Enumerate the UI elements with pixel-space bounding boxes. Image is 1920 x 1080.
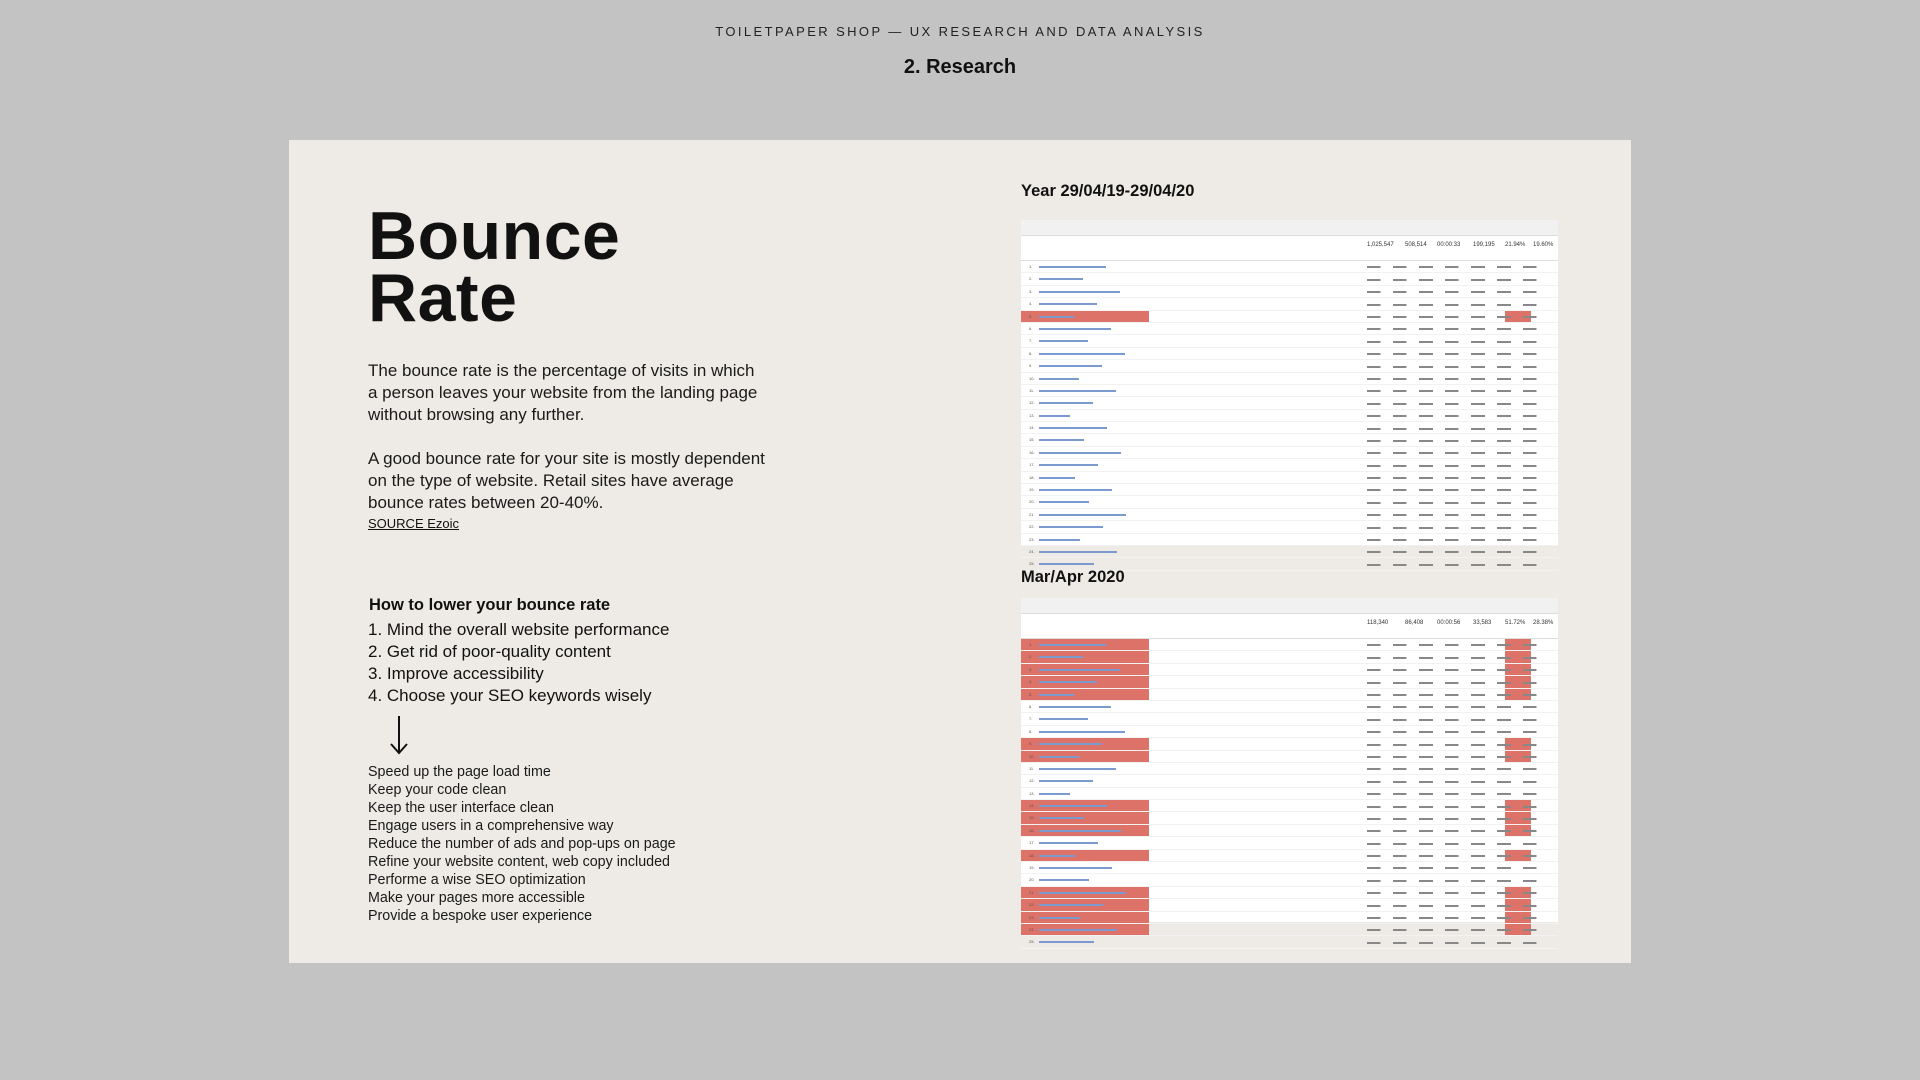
row-cells xyxy=(1367,815,1552,820)
row-cells xyxy=(1367,766,1552,771)
table-row xyxy=(1021,899,1558,911)
tip-item: Refine your website content, web copy included xyxy=(368,854,671,870)
table-row xyxy=(1021,713,1558,725)
row-cells xyxy=(1367,400,1552,405)
table-row xyxy=(1021,701,1558,713)
total-entrances: 199,195 xyxy=(1473,242,1495,248)
table-row xyxy=(1021,348,1558,360)
page-path xyxy=(1039,743,1102,745)
definition-paragraph: The bounce rate is the percentage of visits in which a person leaves your website from the landing page without browsing any further. xyxy=(368,361,758,424)
row-cells xyxy=(1367,512,1552,517)
page-path xyxy=(1039,563,1094,565)
row-cells xyxy=(1367,939,1552,944)
table-row xyxy=(1021,459,1558,471)
marapr-table-label: Mar/Apr 2020 xyxy=(1021,568,1125,586)
row-number: 15. xyxy=(1029,437,1035,443)
total-avg-time: 00:00:56 xyxy=(1437,620,1461,626)
table-row xyxy=(1021,887,1558,899)
table-row xyxy=(1021,323,1558,335)
row-cells xyxy=(1367,351,1552,356)
row-cells xyxy=(1367,338,1552,343)
page-path xyxy=(1039,805,1107,807)
page-path xyxy=(1039,464,1098,466)
tips-list xyxy=(368,763,676,925)
table-row xyxy=(1021,812,1558,824)
row-number: 1. xyxy=(1029,264,1033,269)
total-bounce-rate: 51.72% xyxy=(1505,620,1526,626)
row-number: 7. xyxy=(1029,716,1033,722)
row-number: 19. xyxy=(1029,865,1035,871)
page-path xyxy=(1039,706,1111,708)
table-row xyxy=(1021,273,1558,285)
page-path xyxy=(1039,427,1107,429)
page-path xyxy=(1039,681,1097,683)
page-path xyxy=(1039,501,1089,503)
step-item: 4. Choose your SEO keywords wisely xyxy=(368,686,652,705)
year-analytics-screenshot xyxy=(1021,220,1558,567)
row-cells xyxy=(1367,376,1552,381)
tip-item: Keep your code clean xyxy=(368,782,507,798)
page-path xyxy=(1039,378,1079,380)
year-table-label: Year 29/04/19-29/04/20 xyxy=(1021,182,1195,200)
row-cells xyxy=(1367,704,1552,709)
table-row xyxy=(1021,726,1558,738)
page-path xyxy=(1039,644,1106,646)
page-path xyxy=(1039,551,1117,553)
table-row xyxy=(1021,689,1558,701)
row-cells xyxy=(1367,803,1552,808)
row-number: 23. xyxy=(1029,914,1035,920)
page-path xyxy=(1039,489,1112,491)
page-path xyxy=(1039,452,1121,454)
row-cells xyxy=(1367,654,1552,659)
page-path xyxy=(1039,917,1080,919)
table-row xyxy=(1021,651,1558,663)
table-row xyxy=(1021,912,1558,924)
row-number: 14. xyxy=(1029,425,1035,431)
row-cells xyxy=(1367,692,1552,697)
row-number: 21. xyxy=(1029,889,1035,895)
page-path xyxy=(1039,756,1079,758)
table-rows xyxy=(1021,261,1558,571)
total-unique: 508,514 xyxy=(1405,242,1427,248)
row-cells xyxy=(1367,326,1552,331)
table-row xyxy=(1021,936,1558,948)
table-row xyxy=(1021,534,1558,546)
tip-item: Performe a wise SEO optimization xyxy=(368,872,586,888)
table-row xyxy=(1021,664,1558,676)
table-totals-row xyxy=(1021,614,1558,639)
row-number: 10. xyxy=(1029,375,1035,381)
row-number: 5. xyxy=(1029,691,1033,697)
row-number: 11. xyxy=(1029,387,1035,393)
total-entrances: 33,583 xyxy=(1473,620,1492,626)
row-cells xyxy=(1367,462,1552,467)
page-path xyxy=(1039,365,1102,367)
row-cells xyxy=(1367,264,1552,269)
page-path xyxy=(1039,340,1088,342)
page-path xyxy=(1039,316,1074,318)
total-exit: 19.60% xyxy=(1533,242,1554,248)
page-title xyxy=(368,198,748,336)
page-path xyxy=(1039,867,1112,869)
page-path xyxy=(1039,855,1075,857)
table-row xyxy=(1021,298,1558,310)
row-cells xyxy=(1367,475,1552,480)
row-number: 8. xyxy=(1029,350,1033,356)
total-unique: 86,408 xyxy=(1405,620,1424,626)
benchmark-paragraph: A good bounce rate for your site is mostly dependent on the type of website. Retail sites have average bounce rates between 20-40%. xyxy=(368,449,765,512)
row-number: 19. xyxy=(1029,487,1035,493)
page-path xyxy=(1039,842,1098,844)
table-row xyxy=(1021,924,1558,936)
row-cells xyxy=(1367,276,1552,281)
row-number: 10. xyxy=(1029,753,1035,759)
page-path xyxy=(1039,303,1097,305)
page-path xyxy=(1039,904,1103,906)
row-number: 21. xyxy=(1029,511,1035,517)
row-number: 4. xyxy=(1029,301,1033,307)
row-number: 4. xyxy=(1029,679,1033,685)
page-path xyxy=(1039,731,1125,733)
page-path xyxy=(1039,929,1117,931)
row-number: 25. xyxy=(1029,939,1035,945)
row-number: 24. xyxy=(1029,548,1035,554)
table-header xyxy=(1021,598,1558,614)
row-number: 16. xyxy=(1029,449,1035,455)
row-cells xyxy=(1367,741,1552,746)
table-row xyxy=(1021,360,1558,372)
row-number: 6. xyxy=(1029,325,1033,331)
row-cells xyxy=(1367,289,1552,294)
page-path xyxy=(1039,477,1075,479)
presentation-kicker: TOILETPAPER SHOP — UX RESEARCH AND DATA ANALYSIS xyxy=(715,24,1205,39)
page-path xyxy=(1039,526,1103,528)
table-row xyxy=(1021,496,1558,508)
page-path xyxy=(1039,328,1111,330)
page-path xyxy=(1039,669,1120,671)
table-row xyxy=(1021,837,1558,849)
table-row xyxy=(1021,422,1558,434)
page-path xyxy=(1039,780,1093,782)
table-row xyxy=(1021,874,1558,886)
row-number: 17. xyxy=(1029,462,1035,468)
row-number: 25. xyxy=(1029,561,1035,567)
table-row xyxy=(1021,521,1558,533)
page-path xyxy=(1039,694,1074,696)
table-row xyxy=(1021,286,1558,298)
row-number: 20. xyxy=(1029,877,1035,883)
page-path xyxy=(1039,539,1080,541)
row-cells xyxy=(1367,729,1552,734)
table-row xyxy=(1021,775,1558,787)
row-number: 9. xyxy=(1029,363,1033,369)
page-path xyxy=(1039,879,1089,881)
row-number: 12. xyxy=(1029,400,1035,406)
page-path xyxy=(1039,353,1125,355)
table-row xyxy=(1021,751,1558,763)
row-number: 2. xyxy=(1029,276,1033,282)
steps-list xyxy=(368,619,669,707)
table-row xyxy=(1021,676,1558,688)
row-cells xyxy=(1367,388,1552,393)
table-row xyxy=(1021,261,1558,273)
page-path xyxy=(1039,266,1106,268)
total-pageviews: 1,025,547 xyxy=(1367,242,1394,248)
row-number: 12. xyxy=(1029,778,1035,784)
tip-item: Engage users in a comprehensive way xyxy=(368,818,614,834)
row-number: 24. xyxy=(1029,926,1035,932)
table-row xyxy=(1021,335,1558,347)
table-row xyxy=(1021,825,1558,837)
row-cells xyxy=(1367,828,1552,833)
row-cells xyxy=(1367,561,1552,566)
row-number: 1. xyxy=(1029,642,1033,647)
row-cells xyxy=(1367,679,1552,684)
tip-item: Reduce the number of ads and pop-ups on page xyxy=(368,836,676,852)
content-card xyxy=(289,140,1631,963)
howto-heading: How to lower your bounce rate xyxy=(369,596,611,614)
row-cells xyxy=(1367,413,1552,418)
page-path xyxy=(1039,817,1084,819)
total-bounce-rate: 21.94% xyxy=(1505,242,1526,248)
row-number: 22. xyxy=(1029,524,1035,530)
page-path xyxy=(1039,415,1070,417)
total-avg-time: 00:00:33 xyxy=(1437,242,1461,248)
table-row xyxy=(1021,484,1558,496)
row-cells xyxy=(1367,840,1552,845)
row-cells xyxy=(1367,437,1552,442)
row-number: 5. xyxy=(1029,313,1033,319)
total-pageviews: 118,340 xyxy=(1367,620,1389,626)
row-number: 6. xyxy=(1029,703,1033,709)
page-path xyxy=(1039,291,1120,293)
table-row xyxy=(1021,738,1558,750)
row-number: 8. xyxy=(1029,728,1033,734)
marapr-analytics-screenshot xyxy=(1021,598,1558,945)
row-number: 20. xyxy=(1029,499,1035,505)
table-row xyxy=(1021,862,1558,874)
page-path xyxy=(1039,941,1094,943)
table-row xyxy=(1021,311,1558,323)
table-rows xyxy=(1021,639,1558,949)
step-item: 3. Improve accessibility xyxy=(368,664,544,683)
page-path xyxy=(1039,402,1093,404)
row-cells xyxy=(1367,853,1552,858)
table-totals-row xyxy=(1021,236,1558,261)
title-line-1: Bounce xyxy=(368,198,621,274)
down-arrow-icon xyxy=(389,714,409,756)
table-row xyxy=(1021,385,1558,397)
row-number: 11. xyxy=(1029,765,1035,771)
page-path xyxy=(1039,656,1083,658)
page-path xyxy=(1039,278,1083,280)
row-cells xyxy=(1367,499,1552,504)
row-number: 2. xyxy=(1029,654,1033,660)
row-cells xyxy=(1367,927,1552,932)
table-row xyxy=(1021,639,1558,651)
row-cells xyxy=(1367,537,1552,542)
row-cells xyxy=(1367,754,1552,759)
row-number: 13. xyxy=(1029,790,1035,796)
page-path xyxy=(1039,830,1121,832)
table-row xyxy=(1021,800,1558,812)
page-path xyxy=(1039,768,1116,770)
row-number: 9. xyxy=(1029,741,1033,747)
step-item: 2. Get rid of poor-quality content xyxy=(368,642,611,661)
row-cells xyxy=(1367,314,1552,319)
table-row xyxy=(1021,447,1558,459)
row-cells xyxy=(1367,865,1552,870)
table-row xyxy=(1021,509,1558,521)
page-path xyxy=(1039,514,1126,516)
table-row xyxy=(1021,850,1558,862)
row-number: 7. xyxy=(1029,338,1033,344)
table-row xyxy=(1021,472,1558,484)
row-number: 14. xyxy=(1029,803,1035,809)
page-path xyxy=(1039,793,1070,795)
row-cells xyxy=(1367,487,1552,492)
total-exit: 28.38% xyxy=(1533,620,1554,626)
row-number: 23. xyxy=(1029,536,1035,542)
row-cells xyxy=(1367,716,1552,721)
tip-item: Provide a bespoke user experience xyxy=(368,908,593,924)
row-number: 3. xyxy=(1029,288,1033,294)
table-header xyxy=(1021,220,1558,236)
row-cells xyxy=(1367,890,1552,895)
table-row xyxy=(1021,763,1558,775)
row-number: 15. xyxy=(1029,815,1035,821)
row-number: 3. xyxy=(1029,666,1033,672)
table-row xyxy=(1021,397,1558,409)
tip-item: Make your pages more accessible xyxy=(368,890,585,906)
table-row xyxy=(1021,410,1558,422)
row-number: 16. xyxy=(1029,827,1035,833)
row-cells xyxy=(1367,450,1552,455)
table-row xyxy=(1021,373,1558,385)
page-path xyxy=(1039,390,1116,392)
step-item: 1. Mind the overall website performance xyxy=(368,620,670,639)
tip-item: Speed up the page load time xyxy=(368,764,551,780)
row-number: 17. xyxy=(1029,840,1035,846)
row-cells xyxy=(1367,778,1552,783)
tip-item: Keep the user interface clean xyxy=(368,800,554,816)
page-path xyxy=(1039,439,1084,441)
table-row xyxy=(1021,546,1558,558)
row-cells xyxy=(1367,877,1552,882)
row-cells xyxy=(1367,549,1552,554)
row-cells xyxy=(1367,915,1552,920)
table-row xyxy=(1021,434,1558,446)
row-cells xyxy=(1367,642,1552,647)
row-cells xyxy=(1367,363,1552,368)
row-cells xyxy=(1367,791,1552,796)
row-cells xyxy=(1367,301,1552,306)
row-number: 13. xyxy=(1029,412,1035,418)
section-heading: 2. Research xyxy=(903,56,1017,78)
row-cells xyxy=(1367,524,1552,529)
row-cells xyxy=(1367,425,1552,430)
row-cells xyxy=(1367,667,1552,672)
title-line-2: Rate xyxy=(368,260,518,336)
row-number: 18. xyxy=(1029,852,1035,858)
table-row xyxy=(1021,788,1558,800)
source-link[interactable]: SOURCE Ezoic xyxy=(368,516,460,531)
row-number: 18. xyxy=(1029,474,1035,480)
row-number: 22. xyxy=(1029,902,1035,908)
page-path xyxy=(1039,892,1126,894)
page-path xyxy=(1039,718,1088,720)
row-cells xyxy=(1367,902,1552,907)
